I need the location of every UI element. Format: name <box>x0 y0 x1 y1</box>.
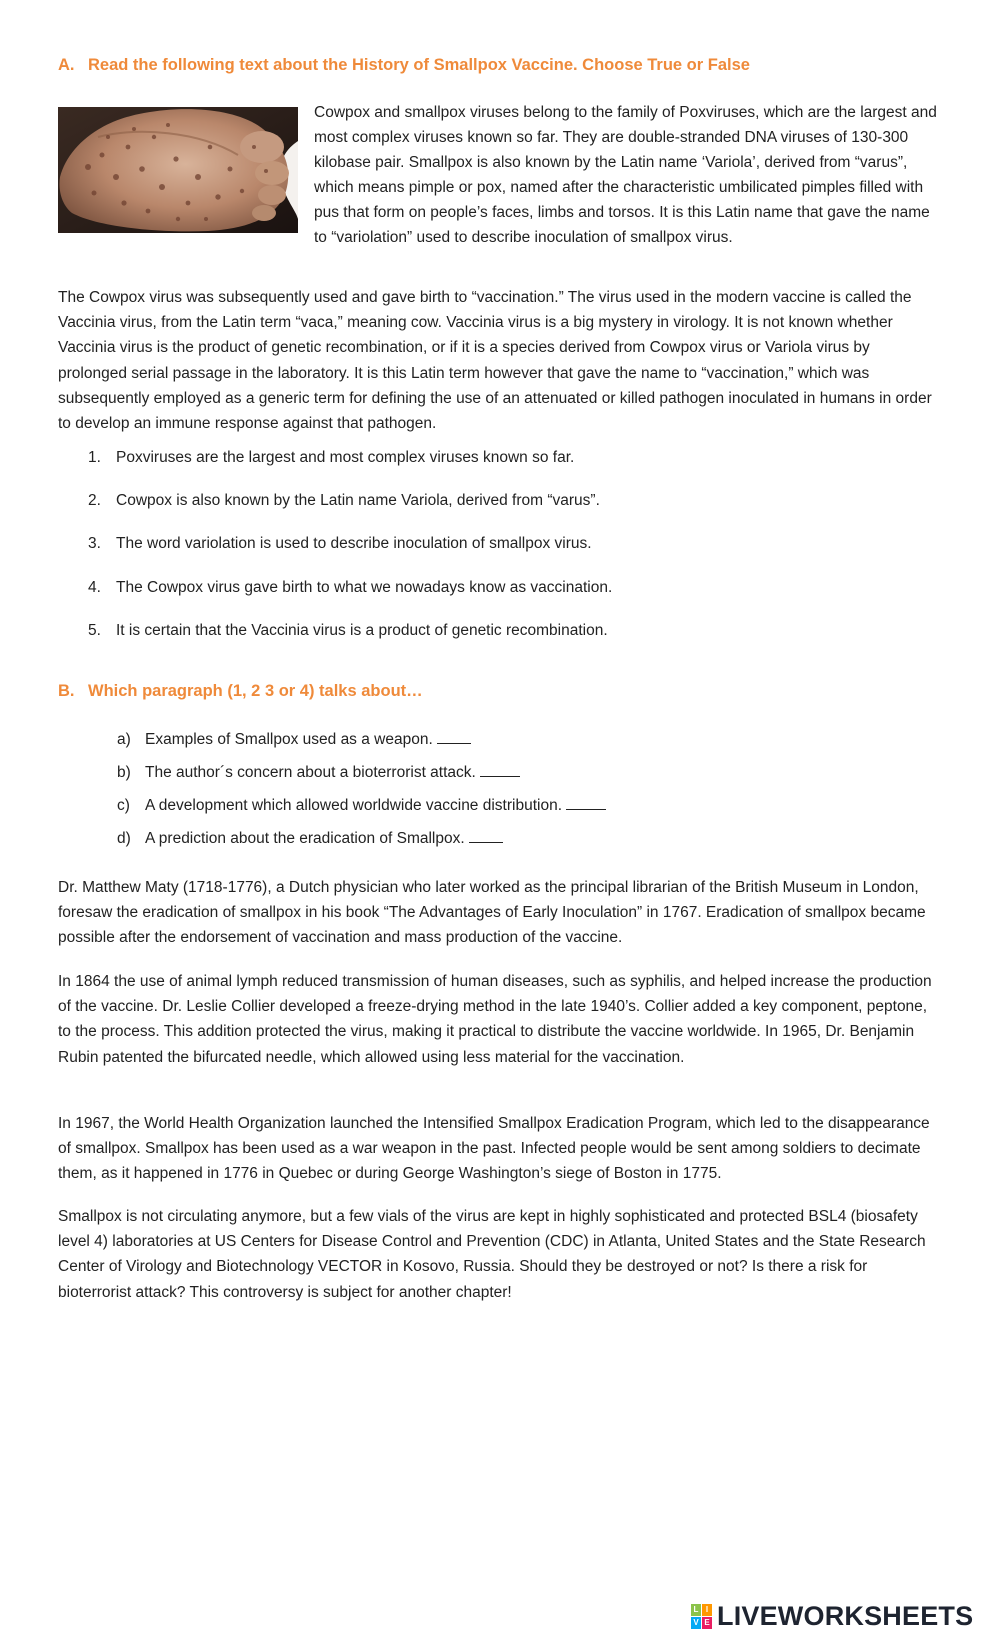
answer-blank-b[interactable] <box>480 762 520 777</box>
cowpox-paragraph: The Cowpox virus was subsequently used and gave birth to “vaccination.” The virus used in the modern vaccine is called the Vaccinia virus, from the Latin term “vaca,” meaning cow. Vaccinia virus is a big mystery in virology. It is not known whether Vaccinia virus is the product of genetic recombination, or if it is a species derived from Cowpox virus or Variola virus by prolonged serial passage in the laboratory. It is this Latin term however that gave the name to “vaccination,” which was subsequently employed as a generic term for defining the use of an attenuated or killed pathogen inoculated in humans in order to develop an immune response against that pathogen. <box>58 289 932 433</box>
reading-paragraph-2: In 1864 the use of animal lymph reduced transmission of human diseases, such as syphilis, and helped increase the production of the vaccine. Dr. Leslie Collier developed a freeze-drying method in the late 1940’s. Collier added a key component, peptone, to the process. This addition protected the virus, making it practical to distribute the vaccine worldwide. In 1965, Dr. Benjamin Rubin patented the bifurcated needle, which allowed using less material for the vaccination. <box>58 973 932 1066</box>
statement-text: Poxviruses are the largest and most complex viruses known so far. <box>116 449 575 466</box>
liveworksheets-logo[interactable] <box>691 1601 973 1633</box>
statement-text: The Cowpox virus gave birth to what we nowadays know as vaccination. <box>116 579 613 596</box>
answer-blank-c[interactable] <box>566 795 606 810</box>
answer-blank-a[interactable] <box>437 729 471 744</box>
choice-text: A prediction about the eradication of Smallpox. <box>145 830 465 847</box>
answer-blank-d[interactable] <box>469 828 503 843</box>
statement-number: 5. <box>88 622 101 639</box>
statement-item <box>88 492 600 510</box>
statement-item <box>88 449 574 467</box>
statement-item <box>88 579 612 597</box>
choice-text: Examples of Smallpox used as a weapon. <box>145 731 433 748</box>
logo-block: V <box>691 1617 701 1629</box>
logo-block: I <box>702 1604 712 1616</box>
statement-number: 3. <box>88 535 101 552</box>
statement-item <box>88 535 592 553</box>
statement-text: It is certain that the Vaccinia virus is a product of genetic recombination. <box>116 622 608 639</box>
statement-number: 4. <box>88 579 101 596</box>
section-b-title: Which paragraph (1, 2 3 or 4) talks about… <box>88 682 423 700</box>
choice-letter: b) <box>117 764 131 781</box>
logo-block: E <box>702 1617 712 1629</box>
choice-text: A development which allowed worldwide vaccine distribution. <box>145 797 563 814</box>
choice-text: The author´s concern about a bioterrorist attack. <box>145 764 476 781</box>
statement-number: 2. <box>88 492 101 509</box>
section-a-title: Read the following text about the History of Smallpox Vaccine. Choose True or False <box>88 56 750 74</box>
intro-paragraph: Cowpox and smallpox viruses belong to the family of Poxviruses, which are the largest and most complex viruses known so far. They are double-stranded DNA viruses of 130-300 kilobase pair. Smallpox is also known by the Latin name ‘Variola’, derived from “varus”, which means pimple or pox, named after the characteristic umbilicated pimples filled with pus that form on people’s faces, limbs and torsos. It is this Latin name that gave the name to “variolation” used to describe inoculation of smallpox virus. <box>314 104 937 246</box>
choice-item <box>117 729 471 749</box>
choice-letter: c) <box>117 797 130 814</box>
foot-illustration-icon <box>58 107 298 233</box>
statement-item <box>88 622 608 640</box>
reading-paragraph-3: In 1967, the World Health Organization launched the Intensified Smallpox Eradication Program, which led to the disappearance of smallpox. Smallpox has been used as a war weapon in the past. Infected people would be sent among soldiers to decimate them, as it happened in 1776 in Quebec or during George Washington’s siege of Boston in 1775. <box>58 1115 930 1183</box>
liveworksheets-blocks-icon <box>691 1604 713 1630</box>
section-b-letter: B. <box>58 682 75 700</box>
choice-letter: d) <box>117 830 131 847</box>
choice-item <box>117 762 520 782</box>
choice-item <box>117 828 503 848</box>
statement-text: Cowpox is also known by the Latin name Variola, derived from “varus”. <box>116 492 600 509</box>
section-a-heading <box>58 56 750 75</box>
statement-number: 1. <box>88 449 101 466</box>
section-b-heading <box>58 682 423 701</box>
reading-paragraph-4: Smallpox is not circulating anymore, but a few vials of the virus are kept in highly sophisticated and protected BSL4 (biosafety level 4) laboratories at US Centers for Disease Control and Prevention (CDC) in Atlanta, United States and the State Research Center of Virology and Biotechnology VECTOR in Kosovo, Russia. Should they be destroyed or not? Is there a risk for bioterrorist attack? This controversy is subject for another chapter! <box>58 1208 926 1301</box>
smallpox-foot-photo <box>58 107 298 233</box>
choice-letter: a) <box>117 731 131 748</box>
reading-paragraph-1: Dr. Matthew Maty (1718-1776), a Dutch physician who later worked as the principal librarian of the British Museum in London, foresaw the eradication of smallpox in his book “The Advantages of Early Inoculation” in 1767. Eradication of smallpox became possible after the endorsement of vaccination and mass production of the vaccine. <box>58 879 926 947</box>
statement-text: The word variolation is used to describe inoculation of smallpox virus. <box>116 535 592 552</box>
choice-item <box>117 795 606 815</box>
section-a-letter: A. <box>58 56 75 74</box>
logo-wordmark: LIVEWORKSHEETS <box>717 1601 974 1631</box>
logo-block: L <box>691 1604 701 1616</box>
